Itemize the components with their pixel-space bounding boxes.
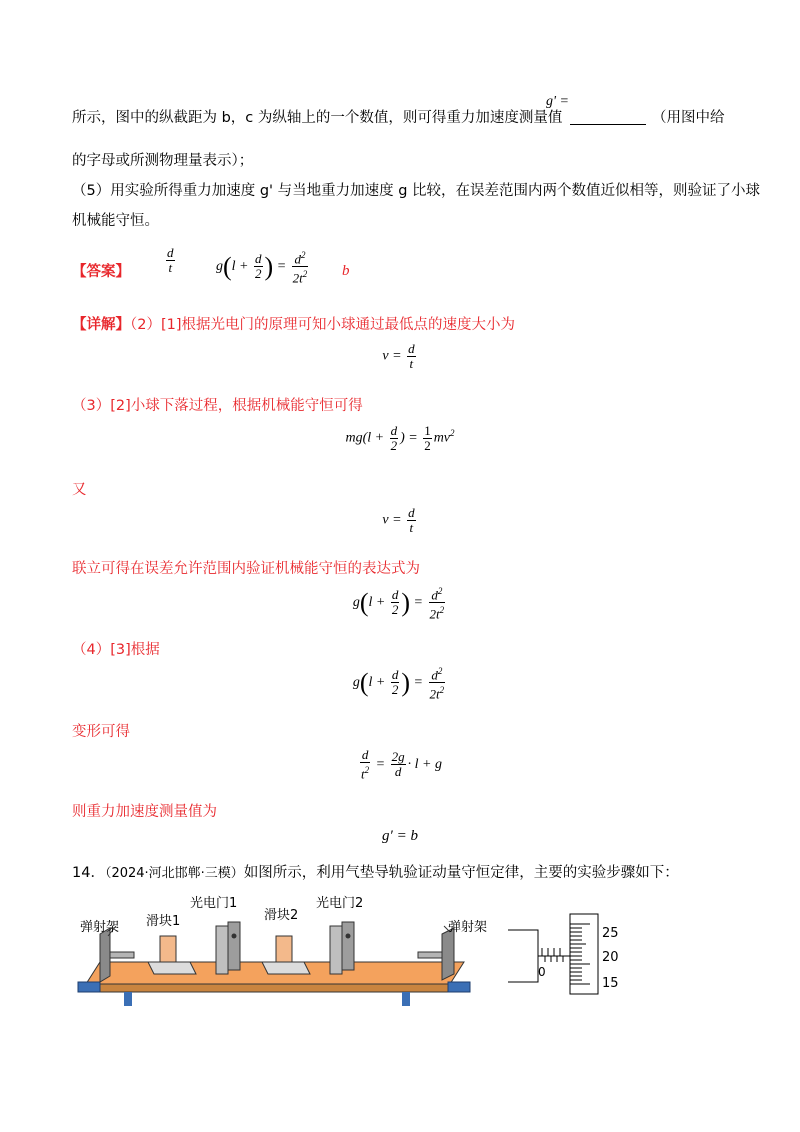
para2-line2: 机械能守恒。 (72, 213, 159, 229)
label-gate2: 光电门2 (316, 896, 364, 911)
label-slider2: 滑块2 (264, 908, 299, 923)
label-slider1: 滑块1 (146, 914, 181, 929)
micrometer-tick-20: 20 (602, 950, 619, 965)
formula-verify-expression-2: g(l + $\frac{d}{2}$ ) = $\frac{d^2}{2t^2}$ (352, 666, 445, 702)
para1-line1-text: 所示，图中的纵截距为 b，c 为纵轴上的一个数值，则可得重力加速度测量值 (72, 110, 563, 126)
formula-v-eq-d-over-t-2: v = $\frac{d}{t}$ (382, 505, 415, 535)
formula-verify-expression: g(l + $\frac{d}{2}$ ) = $\frac{d^2}{2t^2}$ (352, 586, 445, 622)
answer-1-formula: $\frac{d}{t}$ (167, 245, 174, 275)
answer-2-formula: g(l + $\frac{d}{2}$ ) = $\frac{d^2}{2t^2}$ (216, 250, 308, 286)
detail-combine: 联立可得在误差允许范围内验证机械能守恒的表达式为 (72, 561, 420, 577)
para1-line1 (72, 108, 562, 128)
para2-line1: （5）用实验所得重力加速度 g' 与当地重力加速度 g 比较，在误差范围内两个数值近似相等，则验证了小球 (72, 183, 761, 199)
air-track-figure (72, 892, 488, 1012)
g-prime-symbol: g' = (546, 94, 569, 109)
answer-3: b (342, 263, 350, 279)
micrometer-figure (508, 910, 638, 1000)
q14-text: 如图所示，利用气垫导轨验证动量守恒定律，主要的实验步骤如下： (243, 865, 679, 881)
detail-result: 则重力加速度测量值为 (72, 804, 217, 820)
detail-step2 (72, 315, 515, 335)
detail-transform: 变形可得 (72, 724, 130, 740)
answer-blank (570, 110, 646, 125)
detail-step2-text: （2）[1]根据光电门的原理可知小球通过最低点的速度大小为 (130, 317, 516, 333)
detail-label: 【详解】 (72, 317, 130, 333)
micrometer-tick-15: 15 (602, 976, 619, 991)
q14-source: （2024·河北邯郸·三模） (104, 866, 244, 881)
formula-energy-conservation: mg(l + $\frac{d}{2}$ ) = $\frac{1}{2}$ $mv^2$ (345, 423, 455, 453)
answer-label: 【答案】 (72, 264, 130, 280)
label-left-frame: 弹射架 (80, 920, 120, 935)
detail-step3: （3）[2]小球下落过程，根据机械能守恒可得 (72, 398, 363, 414)
para1-line2: 的字母或所测物理量表示）； (72, 153, 254, 169)
formula-v-eq-d-over-t-1: v = $\frac{d}{t}$ (382, 341, 415, 371)
detail-again: 又 (72, 482, 87, 498)
q14-line (72, 863, 679, 884)
label-right-frame: 弹射架 (448, 920, 488, 935)
formula-linear-form: $\frac{d}{t^2}$ = $\frac{2g}{d}$ · l + g (361, 747, 442, 782)
formula-g-prime-eq-b: g′ = b (382, 828, 418, 844)
label-gate1: 光电门1 (190, 896, 238, 911)
q14-number: 14． (72, 865, 105, 881)
micrometer-tick-25: 25 (602, 926, 619, 941)
para1-line1-tail: （用图中给 (652, 110, 725, 126)
micrometer-zero: 0 (538, 965, 546, 979)
detail-step4: （4）[3]根据 (72, 642, 160, 658)
